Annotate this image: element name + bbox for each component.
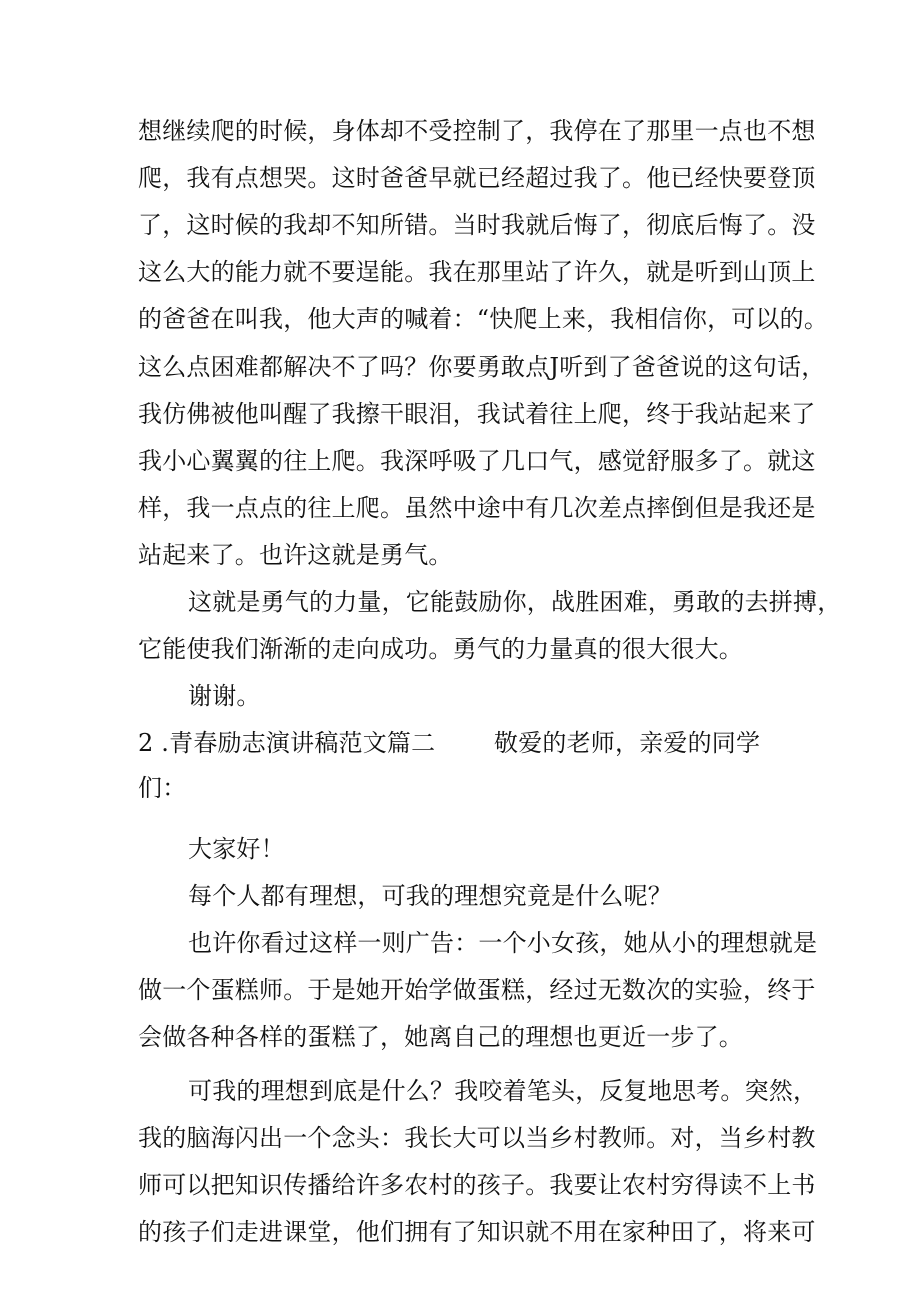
hello-line: 大家好！ — [188, 835, 285, 863]
thanks-line: 谢谢。 — [188, 682, 261, 710]
text-line: 我的脑海闪出一个念头：我长大可以当乡村教师。对，当乡村教 — [138, 1124, 816, 1152]
text-line: 了，这时候的我却不知所错。当时我就后悔了，彻底后悔了。没 — [138, 211, 816, 239]
text-line: 站起来了。也许这就是勇气。 — [138, 541, 453, 569]
text-line: 可我的理想到底是什么？我咬着笔头，反复地思考。突然， — [188, 1077, 818, 1105]
text-line: 的爸爸在叫我，他大声的喊着：“快爬上来，我相信你，可以的。 — [138, 305, 829, 333]
text-line: 它能使我们渐渐的走向成功。勇气的力量真的很大很大。 — [138, 635, 743, 663]
text-line: 师可以把知识传播给许多农村的孩子。我要让农村穷得读不上书 — [138, 1171, 816, 1199]
text-line: 这就是勇气的力量，它能鼓励你，战胜困难，勇敢的去拼搏， — [188, 588, 842, 616]
section-heading: 2 .青春励志演讲稿范文篇二 — [138, 729, 436, 757]
greeting-continuation: 们： — [138, 774, 187, 802]
text-line: 也许你看过这样一则广告：一个小女孩，她从小的理想就是 — [188, 929, 818, 957]
question-line: 每个人都有理想，可我的理想究竟是什么呢？ — [188, 882, 672, 910]
text-line: 做一个蛋糕师。于是她开始学做蛋糕，经过无数次的实验，终于 — [138, 976, 816, 1004]
text-line: 我仿佛被他叫醒了我擦干眼泪，我试着往上爬，终于我站起来了 — [138, 400, 816, 428]
text-line: 这么大的能力就不要逞能。我在那里站了许久，就是听到山顶上 — [138, 258, 816, 286]
text-line: 想继续爬的时候，身体却不受控制了，我停在了那里一点也不想 — [138, 117, 816, 145]
text-line: 这么点困难都解决不了吗？你要勇敢点J听到了爸爸说的这句话， — [138, 353, 826, 381]
text-line: 样，我一点点的往上爬。虽然中途中有几次差点摔倒但是我还是 — [138, 494, 816, 522]
text-line: 的孩子们走进课堂，他们拥有了知识就不用在家种田了，将来可 — [138, 1218, 816, 1246]
text-line: 会做各种各样的蛋糕了，她离自己的理想也更近一步了。 — [138, 1023, 743, 1051]
greeting-line: 敬爱的老师，亲爱的同学 — [494, 729, 761, 757]
text-line: 爬，我有点想哭。这时爸爸早就已经超过我了。他已经快要登顶 — [138, 164, 816, 192]
text-line: 我小心翼翼的往上爬。我深呼吸了几口气，感觉舒服多了。就这 — [138, 447, 816, 475]
